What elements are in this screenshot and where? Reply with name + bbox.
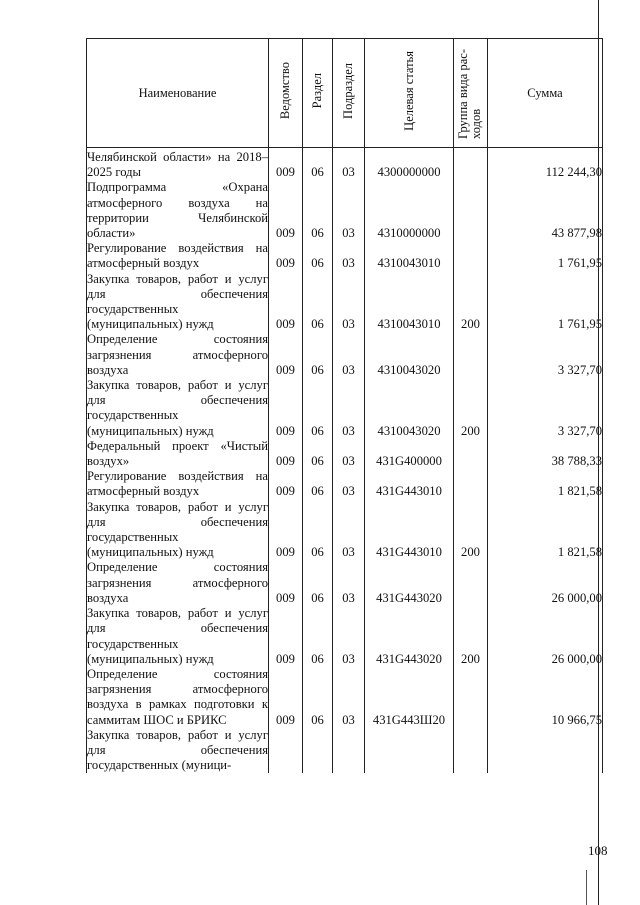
- cell-subsection: 03: [333, 180, 365, 241]
- cell-sum: 10 966,75: [488, 667, 603, 728]
- cell-group: 200: [454, 378, 488, 439]
- table-row: [87, 728, 603, 774]
- cell-target: 4300000000: [365, 148, 454, 181]
- header-target: Целевая статья: [365, 39, 454, 148]
- cell-name: Регулирование воздействия на атмосферный воздух: [87, 469, 268, 499]
- cell-target: [365, 728, 454, 774]
- cell-sum: 26 000,00: [488, 560, 603, 606]
- cell-section: 06: [303, 560, 333, 606]
- cell-section: 06: [303, 500, 333, 561]
- cell-section: 06: [303, 332, 333, 378]
- cell-name: Определение состояния загрязнения атмосферного воздуха: [87, 332, 268, 377]
- cell-ministry: 009: [269, 332, 303, 378]
- cell-group: [454, 439, 488, 469]
- cell-subsection: 03: [333, 378, 365, 439]
- cell-section: 06: [303, 180, 333, 241]
- cell-section: 06: [303, 148, 333, 181]
- cell-target: 4310043010: [365, 241, 454, 271]
- cell-group: [454, 667, 488, 728]
- table-row: [87, 560, 603, 606]
- table-row: [87, 180, 603, 241]
- cell-name: Закупка товаров, работ и услуг для обеспечения государственных (муниципальных) нужд: [87, 499, 268, 560]
- cell-group: [454, 332, 488, 378]
- cell-section: [303, 728, 333, 774]
- cell-subsection: 03: [333, 332, 365, 378]
- cell-target: 431G400000: [365, 439, 454, 469]
- cell-subsection: 03: [333, 469, 365, 499]
- header-sum: Сумма: [488, 39, 603, 148]
- table-row: [87, 439, 603, 469]
- cell-ministry: 009: [269, 606, 303, 667]
- cell-sum: 1 761,95: [488, 241, 603, 271]
- cell-subsection: 03: [333, 241, 365, 271]
- table-row: [87, 148, 603, 181]
- cell-group: [454, 469, 488, 499]
- table-row: [87, 272, 603, 333]
- cell-sum: 112 244,30: [488, 148, 603, 181]
- cell-name: Закупка товаров, работ и услуг для обеспечения государственных (муниципальных) нужд: [87, 378, 268, 438]
- table-row: [87, 500, 603, 561]
- cell-subsection: [333, 728, 365, 774]
- cell-section: 06: [303, 378, 333, 439]
- table-row: [87, 241, 603, 271]
- cell-name: Челябинской области» на 2018–2025 годы: [87, 148, 269, 181]
- cell-section: 06: [303, 469, 333, 499]
- table-row: [87, 332, 603, 378]
- header-name: Наименование: [87, 39, 269, 148]
- cell-sum: [488, 728, 603, 774]
- table-body: [87, 148, 603, 774]
- cell-group: [454, 241, 488, 271]
- cell-group: 200: [454, 500, 488, 561]
- cell-ministry: 009: [269, 439, 303, 469]
- cell-name: Закупка товаров, работ и услуг для обеспечения государственных (муниципальных) нужд: [87, 606, 268, 666]
- cell-ministry: [269, 728, 303, 774]
- table-row: [87, 469, 603, 499]
- cell-subsection: 03: [333, 500, 365, 561]
- cell-ministry: 009: [269, 180, 303, 241]
- cell-group: [454, 180, 488, 241]
- cell-section: 06: [303, 241, 333, 271]
- cell-name: Подпрограмма «Охрана атмосферного воздуха на территории Челябинской области»: [87, 180, 268, 241]
- cell-subsection: 03: [333, 606, 365, 667]
- page-edge-line-bottom: [586, 870, 587, 905]
- cell-subsection: 03: [333, 667, 365, 728]
- cell-section: 06: [303, 606, 333, 667]
- cell-sum: 26 000,00: [488, 606, 603, 667]
- cell-target: 4310000000: [365, 180, 454, 241]
- cell-subsection: 03: [333, 148, 365, 181]
- cell-ministry: 009: [269, 378, 303, 439]
- cell-section: 06: [303, 667, 333, 728]
- cell-name: Регулирование воздействия на атмосферный воздух: [87, 241, 268, 271]
- cell-name: Закупка товаров, работ и услуг для обеспечения государственных (муниципальных) нужд: [87, 271, 268, 332]
- cell-name: Федеральный проект «Чистый воздух»: [87, 438, 268, 469]
- cell-name: Определение состояния загрязнения атмосферного воздуха в рамках подготовки к саммитам ШОС и БРИКС: [87, 666, 268, 727]
- cell-sum: 3 327,70: [488, 332, 603, 378]
- cell-target: 431G443010: [365, 500, 454, 561]
- cell-target: 431G443020: [365, 606, 454, 667]
- cell-sum: 1 821,58: [488, 500, 603, 561]
- cell-name: Определение состояния загрязнения атмосферного воздуха: [87, 560, 268, 605]
- header-subsection: Подраздел: [333, 39, 365, 148]
- cell-subsection: 03: [333, 560, 365, 606]
- budget-table: [86, 38, 603, 773]
- cell-sum: 38 788,33: [488, 439, 603, 469]
- cell-sum: 1 821,58: [488, 469, 603, 499]
- header-group: Группа вида рас-ходов: [454, 39, 488, 148]
- table-row: [87, 667, 603, 728]
- cell-sum: 43 877,98: [488, 180, 603, 241]
- cell-target: 431G443Ш20: [365, 667, 454, 728]
- cell-ministry: 009: [269, 241, 303, 271]
- cell-group: [454, 560, 488, 606]
- cell-target: 431G443020: [365, 560, 454, 606]
- table-row: [87, 378, 603, 439]
- cell-name: Закупка товаров, работ и услуг для обеспечения государственных (муници-: [87, 727, 268, 773]
- cell-ministry: 009: [269, 469, 303, 499]
- cell-section: 06: [303, 439, 333, 469]
- cell-sum: 1 761,95: [488, 272, 603, 333]
- cell-group: [454, 728, 488, 774]
- page-number: 108: [588, 843, 608, 858]
- cell-sum: 3 327,70: [488, 378, 603, 439]
- cell-section: 06: [303, 272, 333, 333]
- cell-ministry: 009: [269, 148, 303, 181]
- cell-group: [454, 148, 488, 181]
- table-header-row: [87, 39, 603, 148]
- cell-ministry: 009: [269, 272, 303, 333]
- cell-group: 200: [454, 606, 488, 667]
- cell-subsection: 03: [333, 439, 365, 469]
- cell-ministry: 009: [269, 560, 303, 606]
- cell-target: 4310043020: [365, 378, 454, 439]
- table-row: [87, 606, 603, 667]
- cell-ministry: 009: [269, 667, 303, 728]
- cell-ministry: 009: [269, 500, 303, 561]
- cell-subsection: 03: [333, 272, 365, 333]
- cell-target: 4310043020: [365, 332, 454, 378]
- cell-target: 431G443010: [365, 469, 454, 499]
- cell-group: 200: [454, 272, 488, 333]
- header-ministry: Ведомство: [269, 39, 303, 148]
- header-section: Раздел: [303, 39, 333, 148]
- cell-target: 4310043010: [365, 272, 454, 333]
